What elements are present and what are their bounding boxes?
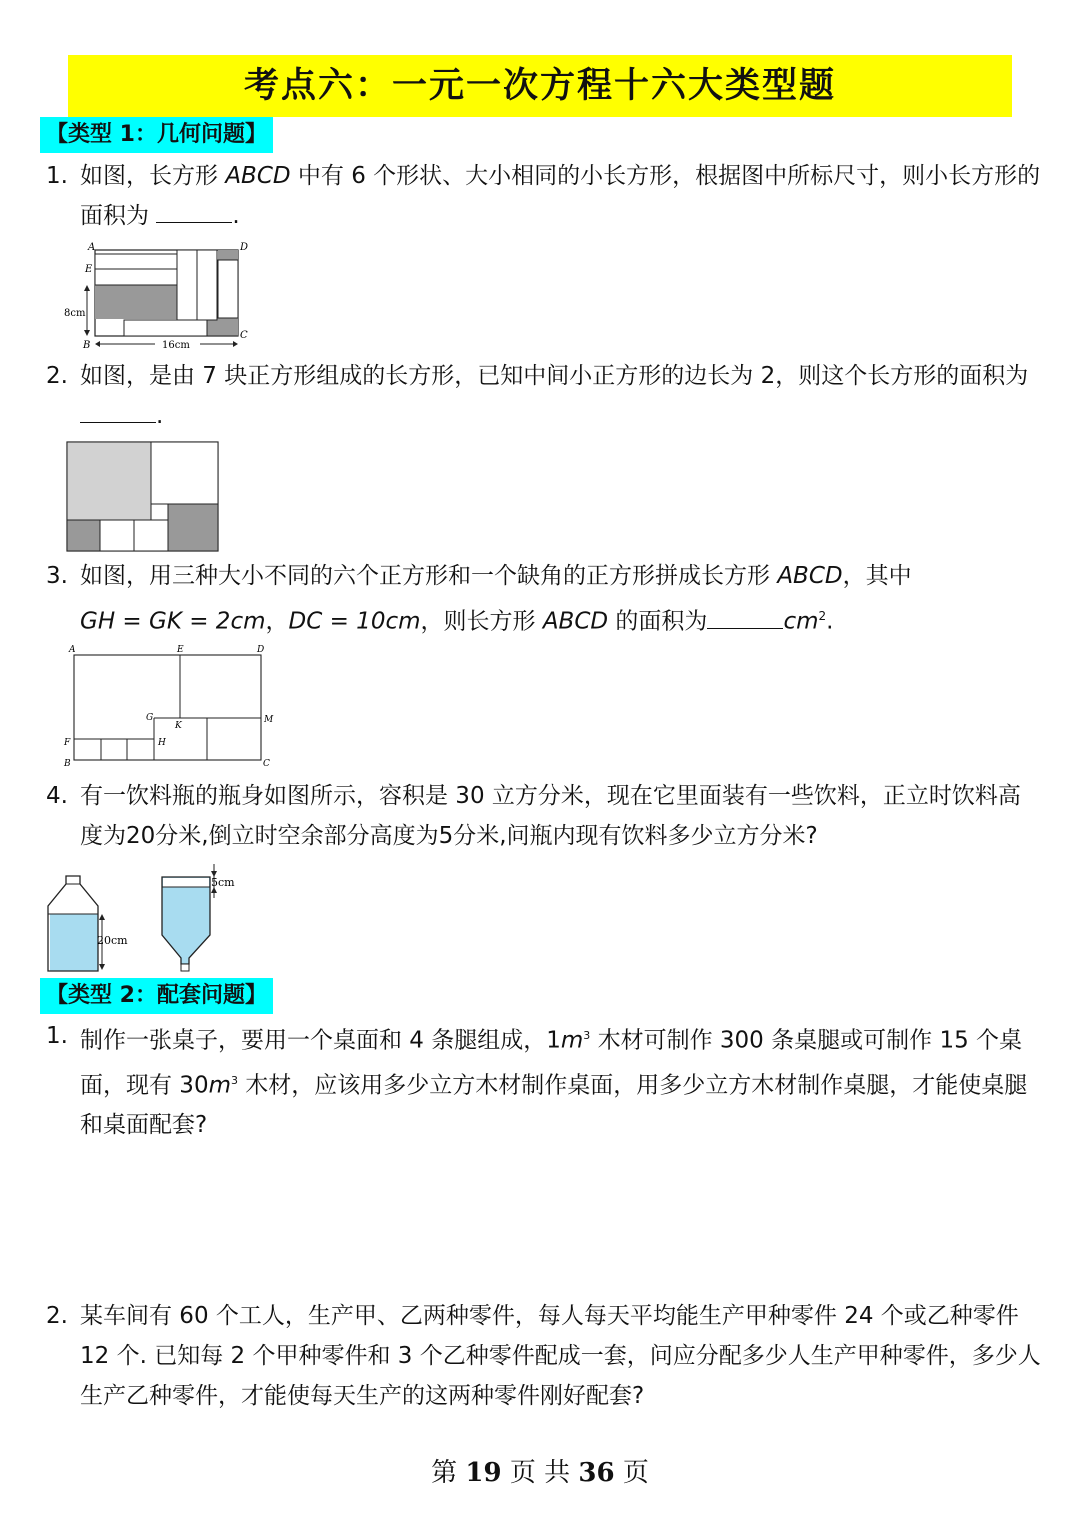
footer-text: 第	[431, 1458, 458, 1488]
height-label-upright: 20cm	[97, 934, 128, 947]
section-label-text: 【类型 2：配套问题】	[46, 983, 267, 1008]
point-label: K	[175, 721, 182, 731]
period: .	[156, 403, 164, 429]
page-footer	[0, 1452, 1080, 1489]
figure-squares-3	[60, 642, 280, 770]
point-label: B	[83, 340, 91, 351]
question-number: 4.	[46, 783, 68, 809]
rect-name: ABCD	[542, 608, 609, 635]
page-number: 19	[465, 1458, 502, 1488]
unit: cm	[230, 608, 266, 635]
answer-blank	[80, 400, 156, 423]
question-text: 如图，长方形	[80, 163, 226, 189]
question-2-1	[46, 1016, 1041, 1145]
rect-name: ABCD	[777, 563, 843, 589]
point-label: A	[88, 242, 96, 253]
dimension-label-height: 8cm	[64, 308, 86, 319]
point-label: M	[264, 715, 274, 725]
question-1-4	[46, 776, 1041, 856]
question-text: 木材，应该用多少立方木材制作桌面，用多少立方木材制作桌腿，才能使桌腿和桌面配套?	[80, 1072, 1028, 1139]
question-1-3	[46, 556, 1041, 642]
unit-exponent: 3	[230, 1073, 238, 1087]
question-number: 2.	[46, 1303, 68, 1329]
question-text: 制作一张桌子，要用一个桌面和 4 条腿组成，1	[80, 1027, 561, 1054]
point-label: E	[85, 264, 93, 275]
dimension-label-width: 16cm	[162, 340, 190, 351]
total-pages: 36	[578, 1458, 615, 1488]
answer-blank	[707, 606, 783, 629]
question-2-2	[46, 1296, 1041, 1416]
section-label-geometry	[40, 117, 273, 153]
point-label: A	[69, 645, 76, 655]
unit: cm	[385, 608, 421, 635]
point-label: B	[64, 759, 71, 769]
point-label: C	[240, 330, 248, 341]
question-text: 木材可制作 300 条桌腿或可制作 15 个桌面，现有 30	[80, 1027, 1023, 1099]
point-label: C	[263, 759, 270, 769]
separator: ，	[265, 608, 289, 635]
equation: DC = 10	[288, 608, 386, 635]
footer-text: 页 共	[509, 1458, 571, 1488]
rect-name: ABCD	[225, 163, 291, 189]
title-banner	[68, 55, 1012, 117]
question-text: ，其中	[842, 563, 912, 589]
point-label: D	[257, 645, 265, 655]
question-text: 如图，是由 7 块正方形组成的长方形，已知中间小正方形的边长为 2，则这个长方形的面积为	[80, 363, 1029, 389]
equation: GH = GK = 2	[80, 608, 231, 635]
question-1-1	[46, 156, 1041, 236]
period: .	[232, 203, 240, 229]
question-number: 1.	[46, 1023, 68, 1049]
question-text: 某车间有 60 个工人，生产甲、乙两种零件，每人每天平均能生产甲种零件 24 个或乙种零件 12 个. 已知每 2 个甲种零件和 3 个乙种零件配成一套，问应分配多少人生产甲种零件，多少人生产乙种零件，才能使每天生产的这两种零件刚好配套?	[80, 1303, 1041, 1409]
unit: m	[560, 1027, 584, 1054]
page-title: 考点六：一元一次方程十六大类型题	[243, 66, 836, 106]
question-text: ，则长方形	[420, 608, 543, 635]
figure-rectangles-1	[60, 238, 260, 354]
question-text: 有一饮料瓶的瓶身如图所示，容积是 30 立方分米，现在它里面装有一些饮料，正立时饮料高度为20分米,倒立时空余部分高度为5分米,问瓶内现有饮料多少立方分米?	[80, 783, 1021, 849]
question-text: 中有 6 个形状、大小相同的小长方形，根据图中所标尺寸，则小长方形的面积为	[80, 163, 1041, 229]
question-number: 3.	[46, 563, 68, 589]
answer-blank	[156, 200, 232, 223]
point-label: E	[177, 645, 184, 655]
question-number: 1.	[46, 163, 68, 189]
point-label: H	[158, 738, 166, 748]
question-number: 2.	[46, 363, 68, 389]
point-label: D	[240, 242, 249, 253]
section-label-matching	[40, 978, 273, 1014]
unit: m	[208, 1072, 231, 1099]
period: .	[826, 608, 834, 635]
figure-bottles-4	[40, 862, 250, 980]
figure-squares-2	[66, 440, 222, 554]
point-label: F	[64, 738, 71, 748]
question-text: 如图，用三种大小不同的六个正方形和一个缺角的正方形拼成长方形	[80, 563, 778, 589]
question-1-2	[46, 356, 1041, 436]
unit-exponent: 3	[583, 1029, 591, 1042]
unit: cm	[783, 608, 819, 635]
height-label-inverted: 5cm	[211, 876, 235, 889]
point-label: G	[146, 713, 154, 723]
unit-exponent: 2	[818, 609, 827, 623]
question-text: 的面积为	[608, 608, 708, 635]
footer-text: 页	[622, 1458, 649, 1488]
section-label-text: 【类型 1：几何问题】	[46, 122, 267, 147]
